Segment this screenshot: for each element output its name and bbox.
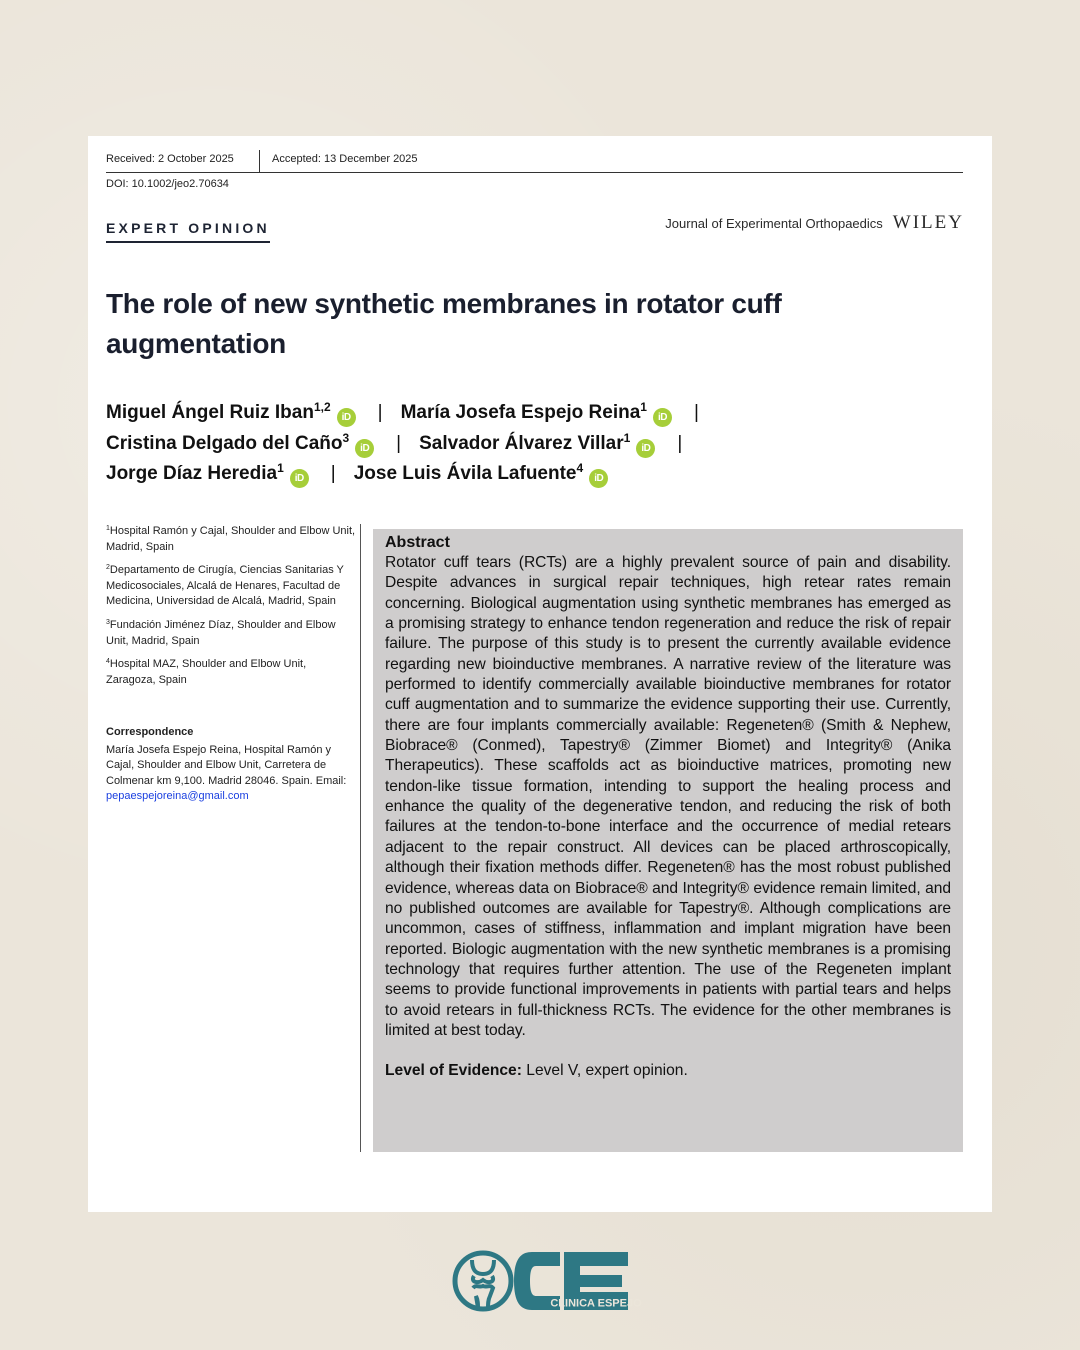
affiliation-text: Hospital MAZ, Shoulder and Elbow Unit, Zaragoza, Spain — [106, 658, 307, 686]
clinic-logo-graphic — [452, 1248, 642, 1314]
author — [401, 402, 672, 423]
article-title: The role of new synthetic membranes in rotator cuff augmentation — [106, 288, 782, 359]
author-name[interactable]: Salvador Álvarez Villar — [419, 432, 624, 454]
orcid-icon[interactable]: iD — [337, 408, 356, 427]
author-name[interactable]: Jorge Díaz Heredia — [106, 463, 278, 484]
affiliation — [106, 618, 356, 649]
abstract-heading: Abstract — [385, 534, 450, 551]
author-name[interactable]: María Josefa Espejo Reina — [400, 402, 641, 423]
author-name[interactable]: Jose Luis Ávila Lafuente — [353, 463, 577, 484]
affiliation-number: 4 — [106, 658, 110, 666]
received-date: Received: 2 October 2025 — [106, 153, 234, 165]
author-separator: | — [677, 432, 683, 454]
affiliation — [106, 563, 356, 610]
clinic-logo — [452, 1248, 642, 1314]
column-divider — [360, 524, 361, 1152]
email-label: Email: — [315, 774, 347, 787]
dates-row — [106, 150, 963, 173]
affiliations — [106, 524, 356, 696]
affiliation-number: 2 — [106, 564, 110, 572]
author — [106, 430, 374, 454]
orcid-icon[interactable]: iD — [653, 408, 672, 427]
orcid-icon[interactable]: iD — [290, 469, 309, 488]
doi[interactable]: DOI: 10.1002/jeo2.70634 — [106, 178, 229, 190]
affiliation-ref: 1 — [640, 400, 647, 414]
author-separator: | — [377, 402, 383, 423]
affiliation-text: Hospital Ramón y Cajal, Shoulder and Elbow Unit, Madrid, Spain — [106, 525, 356, 553]
clinic-name: CLINICA ESPEJO — [550, 1297, 642, 1310]
correspondence — [106, 725, 358, 805]
affiliation-number: 3 — [106, 618, 110, 626]
level-value: Level V, expert opinion. — [521, 1062, 688, 1080]
affiliation-number: 1 — [106, 525, 110, 532]
affiliation — [106, 657, 356, 688]
author — [354, 463, 608, 484]
level-label: Level of Evidence: — [385, 1062, 522, 1080]
author-name[interactable]: Cristina Delgado del Caño — [106, 432, 343, 454]
affiliation-text: Fundación Jiménez Díaz, Shoulder and Elbow Unit, Madrid, Spain — [106, 618, 336, 647]
journal-brand — [665, 212, 964, 234]
publisher-logo: WILEY — [892, 212, 964, 233]
journal-name: Journal of Experimental Orthopaedics — [665, 216, 883, 231]
affiliation-text: Departamento de Cirugía, Ciencias Sanitarias Y Medicosociales, Alcalá de Henares, Facultad de Medicina, Universidad de Alcalá, Madrid, Spain — [106, 564, 344, 608]
affiliation — [106, 524, 356, 555]
accepted-date: Accepted: 13 December 2025 — [272, 153, 418, 165]
affiliation-ref: 1 — [277, 461, 284, 475]
affiliation-ref: 3 — [342, 430, 350, 445]
author — [106, 463, 309, 484]
affiliation-ref: 1 — [623, 430, 631, 445]
author — [106, 402, 356, 423]
affiliation-ref: 4 — [576, 461, 584, 475]
dates-divider — [259, 150, 260, 172]
author-separator: | — [330, 463, 336, 484]
author-separator: | — [396, 432, 402, 454]
orcid-icon[interactable]: iD — [636, 439, 655, 458]
correspondence-text: María Josefa Espejo Reina, Hospital Ramón y Cajal, Shoulder and Elbow Unit, Carretera de Colmenar km 9,100. Madrid 28046. Spain. — [106, 743, 331, 787]
orcid-icon[interactable]: iD — [589, 469, 608, 488]
author-name[interactable]: Miguel Ángel Ruiz Iban — [106, 402, 314, 423]
section-label: EXPERT OPINION — [106, 220, 270, 243]
abstract-body: Rotator cuff tears (RCTs) are a highly prevalent source of pain and disability. Despite advances in surgical repair techniques, high retear rates remain concerning. Biological augmentation using synthetic membranes has emerged as a promising strategy to enhance tendon regeneration and reduce the risk of repair failure. The purpose of this study is to present the currently available evidence regarding new bioinductive membranes. A narrative review of the literature was performed to identify commercially available bioinductive membranes for rotator cuff augmentation and to summarize the evidence supporting their use. Currently, there are four implants commercially available: Regeneten® (Smith & Nephew, Biobrace® (Conmed), Tapestry® (Zimmer Biomet) and Integrity® (Anika Therapeutics). These scaffolds act as bioinductive matrices, promoting new tendon-like tissue formation, intending to support the healing process and enhance the quality of the degenerative tendon, and reducing the risk of both failures at the tendon-to-bone interface and the occurrence of medial retears adjacent to the repair construct. All devices can be placed arthroscopically, although their fixation methods differ. Regeneten® has the most robust published evidence, whereas data on Biobrace® and Integrity® evidence remain limited, and no published outcomes are available for Tapestry®. Although complications are uncommon, cases of stiffness, inflammation and implant migration have been reported. Biologic augmentation with the new synthetic membranes is a promising technology that requires further attention. The use of the Regeneten implant seems to provide functional improvements in patients with partial tears and helps to avoid retears in full-thickness RCTs. The evidence for the other membranes is limited at best today. — [385, 554, 951, 1039]
email-link[interactable]: pepaespejoreina@gmail.com — [106, 790, 249, 803]
level-of-evidence — [385, 1061, 951, 1081]
correspondence-heading: Correspondence — [106, 726, 194, 738]
affiliation-ref: 1,2 — [313, 400, 331, 414]
orcid-icon[interactable]: iD — [355, 439, 374, 458]
correspondence-body — [106, 743, 358, 805]
abstract-box — [373, 529, 963, 1152]
paper-page — [88, 136, 992, 1212]
author — [419, 430, 655, 454]
knee-joint-icon — [455, 1253, 511, 1309]
author-separator: | — [693, 402, 699, 423]
author-list — [106, 398, 966, 490]
